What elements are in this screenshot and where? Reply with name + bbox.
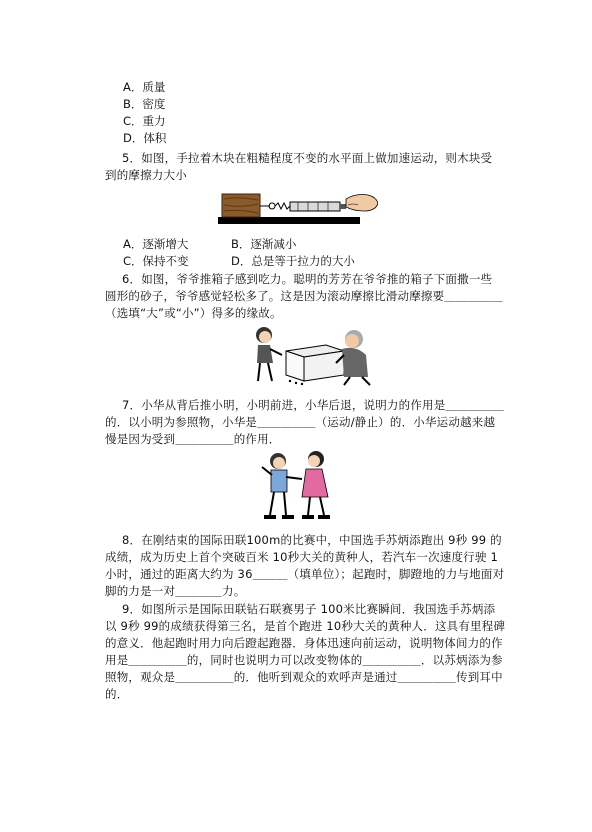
q6-text-line-1: 6．如图，爷爷推箱子感到吃力。聪明的芳芳在爷爷推的箱子下面撒一些: [122, 272, 493, 286]
q6-figure-push-box: [250, 323, 380, 387]
q9-text-line-6: 的．: [105, 687, 129, 701]
q8-text-line-1: 8．在刚结束的国际田联100m的比赛中，中国选手苏炳添跑出 9秒 99 的: [122, 533, 502, 547]
q5-option-c[interactable]: C．保持不变: [123, 254, 189, 268]
q4-option-d[interactable]: D．体积: [123, 131, 167, 145]
q4-option-b[interactable]: B．密度: [123, 97, 166, 111]
q7-text-line-3: 慢是因为受到＿＿＿＿＿的作用．: [105, 432, 281, 446]
q6-text-line-2: 圆形的砂子，爷爷感觉轻松多了。这是因为滚动摩擦比滑动摩擦要＿＿＿＿＿: [105, 289, 503, 303]
q5-figure-block-pull: [218, 183, 378, 225]
q5-text-line-2: 到的摩擦力大小: [105, 168, 187, 182]
q5-text-line-1: 5．如图，手拉着木块在粗糙程度不变的水平面上做加速运动，则木块受: [122, 151, 493, 165]
q4-option-c[interactable]: C．重力: [123, 114, 166, 128]
q8-text-line-3: 小时，通过的距离大约为 36＿＿＿（填单位）；起跑时，脚蹬地的力与地面对: [105, 567, 505, 581]
q7-text-line-1: 7．小华从背后推小明，小明前进，小华后退，说明力的作用是＿＿＿＿＿: [122, 398, 504, 412]
q6-text-line-3: （选填“大”或“小”）得多的缘故。: [105, 306, 282, 320]
q5-option-d[interactable]: D．总是等于拉力的大小: [231, 254, 355, 268]
q9-text-line-1: 9．如图所示是国际田联钻石联赛男子 100米比赛瞬间．我国选手苏炳添: [122, 602, 496, 616]
q7-figure-skaters: [256, 449, 338, 525]
q8-text-line-2: 成绩，成为历史上首个突破百米 10秒大关的黄种人，若汽车一次速度行驶 1: [105, 550, 498, 564]
q9-text-line-5: 照物，观众是＿＿＿＿＿的．他听到观众的欢呼声是通过＿＿＿＿＿传到耳中: [105, 670, 503, 684]
q7-text-line-2: 的．以小明为参照物，小华是＿＿＿＿＿（运动/静止）的．小华运动越来越: [105, 415, 496, 429]
q9-text-line-2: 以 9秒 99的成绩获得第三名，是首个跑进 10秒大关的黄种人．这具有里程碑: [105, 619, 506, 633]
q9-text-line-4: 用是＿＿＿＿＿的，同时也说明力可以改变物体的＿＿＿＿＿．以苏炳添为参: [105, 653, 503, 667]
q9-text-line-3: 的意义．他起跑时用力向后蹬起跑器．身体迅速向前运动，说明物体间力的作: [105, 636, 503, 650]
q5-option-b[interactable]: B．逐渐减小: [231, 237, 297, 251]
q8-text-line-4: 脚的力是一对＿＿＿＿力。: [105, 584, 246, 598]
q5-option-a[interactable]: A．逐渐增大: [123, 237, 189, 251]
q4-option-a[interactable]: A．质量: [123, 80, 166, 94]
